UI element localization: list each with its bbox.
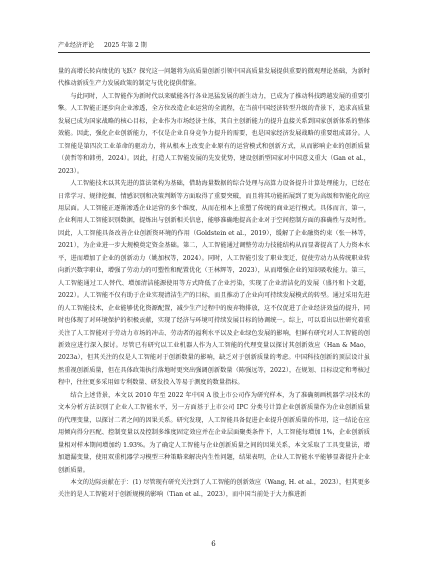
paragraph: 人工智能技术以其先进的算法架构为基础，借助海量数据的综合处理与高算力设备提升计算处理能力，已经在日常学习、规律挖掘、情感识别和决策判断等方面取得了重要突破，而且将其功能拓展到了更为高级和智能化的应用层面。人工智能正逐渐渗透企业运营的多个维度，从而在根本上重塑了传统的商业运行模式。具体而言，第一，企业利用人工智能识别数据，提炼出与创新相关信息，能够准确地提高企业对于空间控制方面的准确性与及时性。因此，人工智能具备改善企业创新资环境的作用（Goldstein et al.，2019），缓解了企业融资约束（张一林等，2021），为企业进一步大规模奠定资金基础。第二，人工智能通过调整劳动力技能结构从而显著提高了人力资本水平，进而增加了企业的创新动力（姚加权等，2024）。同时，人工智能引发了职业变迁，促使劳动力从传统职业转向新兴数字职业，增强了劳动力的可塑性和配置优化（王林辉等，2023），从而增强企业的知识吸收能力。第三，人工智能通过工人替代、增加清洁能源使用等方式降低了企业污染，实现了企业清洁化的发展（盛丹和卜文超，2022）。人工智能不仅有助于企业实现清洁生产的目标，而且推动了企业向可持续发展模式的转型。通过采用先进的人工智能技术，企业能够优化资源配置，减少生产过程中的废弃物排放，这不仅促进了企业经济效益的提升，同时也体现了对环境保护的积极贡献，实现了经济与环境可持续发展目标的协调统一。综上，可以看出以往研究着重关注了人工智能对于劳动力市场的冲击、劳动者的福利水平以及企业绿色发展的影响，但鲜有研究对人工智能的创新效应进行深入探讨。尽管已有研究以工业机器人作为人工智能的代理变量以探讨其创新效应（Han & Mao，2023a），但其关注的仅是人工智能对于创新数量的影响，缺乏对于创新质量的考虑。中国科技创新的顶层设计虽然重视创新质量，但在具体政策执行落地时更突出强调创新数量（陈强远等，2022），在规划、目标设定和考核过程中，往往更多采用如专利数量、研发投入等易于测度的数量指标。 xyxy=(58,180,370,387)
paragraph: 与此同时，人工智能作为新时代以来赋能各行各业迅猛发展的新生动力，已成为了推动科技跨越发展的重要引擎。人工智能正逐步向企业渗透，全方位改造企业运营的全流程，在当前中国经济转型升级的背景下，追求高质量发展已成为国家战略的核心目标，企业作为市场经济主体，其自主创新能力的提升直接关系到国家创新体系的整体效能。因此，强化企业创新能力，不仅是企业自身竞争力提升的需要，也是国家经济发展战略的重要组成部分。人工智能是第四次工业革命的驱动力，将从根本上改变企业原有的运营模式和创新方式，从而影响企业的创新质量（黄哲等和韩勇，2024）。因此，打造人工智能发展的先发优势，建设创新型国家对中国意义重大（Gan et al.，2023）。 xyxy=(58,92,370,175)
paragraph: 本文的边际贡献在于：(1) 尽管现有研究关注到了人工智能的创新效应（Wang, H. et al.，2023），但其更多关注的是人工智能对于创新规模的影响（Tian et al.，2023），而中国当前处于大力推进新 xyxy=(58,478,370,499)
paragraph: 量的高增长转向绩优的飞跃？探究这一问题将为高质量创新引领中国高质量发展提供重要的微观理论基础，为新时代推动新质生产力发展政策的制定与优化提供借鉴。 xyxy=(58,68,370,88)
paragraph: 结合上述背景，本文以 2010 年至 2022 年中国 A 股上市公司作为研究样本，为了准确刻画机器学习技术的文本分析方法识别了企业人工智能水平，另一方面基于上市公司 IPC 分类号计算企业创新质量作为企业创新质量的代理变量，以探讨二者之间的因果关系。研究发现，人工智能具备促进企业提升创新质量的作用，这一结论在应用倾向得分匹配、控制变量以及控制多维度固定效应并在企业层面聚类条件下，人工智能每增加 1%，企业创新质量相对样本期间增加约 1.93%。为了确定人工智能与企业创新质量之间的因果关系，本文采取了工具变量法，增加遗漏变量，使用双重机器学习模型三种策略来解决内生性问题，结果表明，企业人工智能水平能够显著提升企业创新质量。 xyxy=(58,391,370,474)
article-body xyxy=(58,66,370,502)
page-number: 6 xyxy=(211,540,216,548)
journal-name: 产业经济评论 xyxy=(58,42,95,49)
running-header xyxy=(58,40,370,53)
issue-label: 2025 年第 2 期 xyxy=(103,42,147,49)
